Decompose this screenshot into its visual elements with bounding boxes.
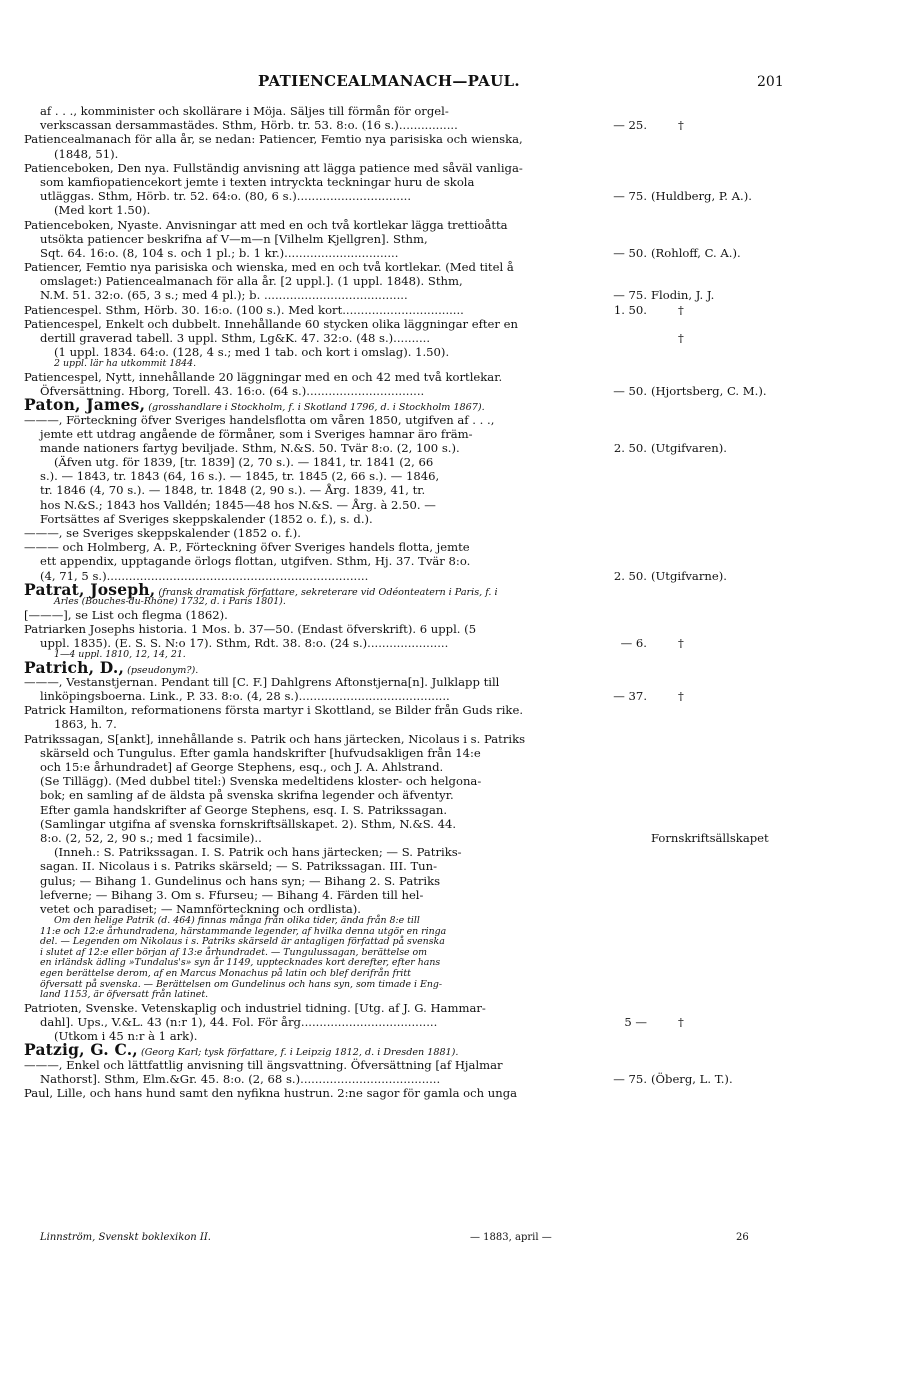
entry-line — [24, 498, 904, 512]
entry-text: (Samlingar utgifna af svenska fornskriftsällskapet. 2). Sthm, N.&S. 44. — [40, 816, 457, 831]
entry-text: lefverne; — Bihang 3. Om s. Ffurseu; — Bihang 4. Färden till hel- — [40, 887, 424, 902]
entry-text: 1863, h. 7. — [54, 717, 117, 732]
entry-text: ———, Förteckning öfver Sveriges handelsflotta om våren 1850, utgifven af . . ., — [24, 412, 495, 427]
entry-line — [24, 1001, 904, 1015]
entry-line — [24, 218, 904, 232]
entry-line — [24, 512, 904, 526]
entry-text: uppl. 1835). (E. S. S. N:o 17). Sthm, Rdt. 38. 8:o. (24 s.)...................... — [40, 635, 449, 650]
entry-text: (Med kort 1.50). — [54, 203, 151, 218]
entry-line — [24, 689, 904, 703]
price: — 6. — [620, 635, 647, 650]
author-name: Patrat, Joseph, — [24, 579, 156, 599]
entry-line — [24, 746, 904, 760]
entry — [24, 317, 904, 370]
entry-text: sagan. II. Nicolaus i s. Patriks skärseld; — S. Patrikssagan. III. Tun- — [40, 859, 438, 874]
author-note: (pseudonym?). — [124, 664, 199, 676]
price: 2. 50. — [613, 440, 647, 455]
entry-text: 2 uppl. lär ha utkommit 1844. — [54, 358, 197, 370]
entry-line — [24, 345, 904, 359]
entry-line — [24, 1015, 904, 1029]
entry — [24, 1040, 904, 1100]
entry-text: Patrioten, Svenske. Vetenskaplig och industriel tidning. [Utg. af J. G. Hammar- — [24, 1000, 486, 1015]
entry-line — [24, 132, 904, 146]
entry-text: Om den helige Patrik (d. 464) finnas många från olika tider, ända från 8:e till — [54, 915, 420, 927]
publisher: (Hjortsberg, C. M.). — [651, 384, 767, 399]
entry-text: (Äfven utg. för 1839, [tr. 1839] (2, 70 s.). — 1841, tr. 1841 (2, 66 — [54, 455, 434, 470]
price: — 50. — [613, 384, 647, 399]
entry-line — [24, 246, 904, 260]
entry-text: skärseld och Tungulus. Efter gamla handskrifter [hufvudsakligen från 14:e — [40, 745, 481, 760]
entry-text: vetet och paradiset; — Namnförteckning och ordlista). — [40, 901, 361, 916]
entry-text: öfversatt på svenska. — Berättelsen om Gundelinus och hans syn, som timade i Eng- — [40, 978, 443, 990]
entry-line — [24, 657, 904, 677]
publisher: (Utgifvaren). — [651, 440, 727, 455]
footer-date: — 1883, april — — [470, 1232, 552, 1243]
entry-line — [24, 427, 904, 441]
entry-line — [24, 413, 904, 427]
entry-line — [24, 788, 904, 802]
entry-text: bok; en samling af de äldsta på svenska skrifna legender och äfventyr. — [40, 788, 454, 803]
entry-text: Patienceboken, Nyaste. Anvisningar att med en och två kortlekar lägga trettioåtta — [24, 217, 508, 232]
publisher: (Rohloff, C. A.). — [651, 245, 741, 260]
entry — [24, 303, 904, 317]
entry-text: Öfversättning. Hborg, Torell. 43. 16:o. (64 s.)................................ — [40, 384, 425, 399]
entry — [24, 395, 904, 583]
entry-text: Patrick Hamilton, reformationens första martyr i Skottland, se Bilder från Guds rike. — [24, 703, 524, 718]
entry-text: land 1153, är öfversatt från latinet. — [40, 989, 209, 1001]
entry-line — [24, 888, 904, 902]
entry-line — [24, 161, 904, 175]
entry-text: N.M. 51. 32:o. (65, 3 s.; med 4 pl.); b. ....................................... — [40, 288, 408, 303]
publisher: (Huldberg, P. A.). — [651, 189, 752, 204]
entry-text: Patiencespel, Enkelt och dubbelt. Innehållande 60 stycken olika läggningar efter en — [24, 316, 518, 331]
entry-text: i slutet af 12:e eller början af 13:e århundradet. — Tungulussagan, berättelse om — [40, 946, 428, 958]
entry-line — [24, 760, 904, 774]
entry-text: ——— och Holmberg, A. P., Förteckning öfver Sveriges handels flotta, jemte — [24, 540, 470, 555]
author-name: Patzig, G. C., — [24, 1040, 138, 1060]
entry-line — [24, 803, 904, 817]
entry-text: Arles (Bouches-du-Rhône) 1732, d. i Paris 1801). — [54, 595, 286, 607]
entry-line — [24, 469, 904, 483]
entry-line — [24, 650, 904, 661]
entry-text: dahl]. Ups., V.&L. 43 (n:r 1), 44. Fol. För årg..................................... — [40, 1015, 438, 1030]
entry-line — [24, 260, 904, 274]
entry-text: ett appendix, upptagande örlogs flottan, utgifven. Sthm, Hj. 37. Tvär 8:o. — [40, 554, 471, 569]
entry-text: Patiencer, Femtio nya parisiska och wienska, med en och två kortlekar. (Med titel å — [24, 260, 514, 275]
author-note: (fransk dramatisk författare, sekreterare vid Odéonteatern i Paris, f. i — [155, 586, 498, 598]
entry-line — [24, 303, 904, 317]
entry — [24, 218, 904, 261]
price: 1. 50. — [613, 302, 647, 317]
entry-text: Nathorst]. Sthm, Elm.&Gr. 45. 8:o. (2, 68 s.)...................................... — [40, 1071, 441, 1086]
entry-line — [24, 232, 904, 246]
entry-text: och 15:e århundradet] af George Stephens, esq., och J. A. Ahlstrand. — [40, 760, 444, 775]
entry-line — [24, 554, 904, 568]
entry-line — [24, 990, 904, 1001]
entry-line — [24, 1086, 904, 1100]
entry — [24, 579, 904, 622]
entry-text: (1848, 51). — [54, 146, 119, 161]
entry-line — [24, 579, 904, 599]
entry-line — [24, 597, 904, 608]
entry-line — [24, 703, 904, 717]
entry-text: s.). — 1843, tr. 1843 (64, 16 s.). — 1845, tr. 1845 (2, 66 s.). — 1846, — [40, 469, 440, 484]
entry-text: Patrikssagan, S[ankt], innehållande s. Patrik och hans järtecken, Nicolaus i s. Patriks — [24, 731, 526, 746]
entry — [24, 132, 904, 160]
author-note: (grosshandlare i Stockholm, f. i Skotland 1796, d. i Stockholm 1867). — [145, 402, 485, 414]
entry-text: 1—4 uppl. 1810, 12, 14, 21. — [54, 649, 186, 661]
entry-text: Paul, Lille, och hans hund samt den nyfikna hustrun. 2:ne sagor för gamla och unga — [24, 1085, 518, 1100]
entry-line — [24, 569, 904, 583]
entry-line — [24, 608, 904, 622]
entry — [24, 657, 904, 704]
entry-line — [24, 370, 904, 384]
entry-line — [24, 175, 904, 189]
entry-line — [24, 189, 904, 203]
entry-line — [24, 317, 904, 331]
entry-line — [24, 395, 904, 415]
entry-text: Sqt. 64. 16:o. (8, 104 s. och 1 pl.; b. 1 kr.)............................... — [40, 245, 399, 260]
entry — [24, 260, 904, 303]
publisher: † — [678, 1015, 684, 1030]
entry-text: en irländsk ädling »Tundalus's» syn år 1149, upptecknades kort derefter, efter hans — [40, 957, 441, 969]
entry-line — [24, 622, 904, 636]
entry-line — [24, 331, 904, 345]
publisher: † — [678, 635, 684, 650]
entry — [24, 104, 904, 132]
publisher: † — [678, 118, 684, 133]
entry-text: dertill graverad tabell. 3 uppl. Sthm, Lg&K. 47. 32:o. (48 s.).......... — [40, 331, 431, 345]
entry-line — [24, 845, 904, 859]
price: — 37. — [613, 689, 647, 704]
publisher: (Utgifvarne). — [651, 568, 727, 583]
footer-source: Linnström, Svenskt boklexikon II. — [40, 1232, 211, 1243]
page-number: 201 — [757, 74, 784, 90]
publisher: † — [678, 689, 684, 704]
entry-text: af . . ., komminister och skollärare i Möja. Säljes till förmån för orgel- — [40, 104, 449, 118]
entry-line — [24, 831, 904, 845]
entry-text: Patiencespel. Sthm, Hörb. 30. 16:o. (100 s.). Med kort................................. — [24, 302, 464, 317]
entry-list — [24, 104, 904, 1100]
price: — 75. — [613, 189, 647, 204]
entry-line — [24, 1058, 904, 1072]
entry-line — [24, 732, 904, 746]
entry-text: tr. 1846 (4, 70 s.). — 1848, tr. 1848 (2, 90 s.). — Årg. 1839, 41, tr. — [40, 483, 426, 498]
entry-line — [24, 118, 904, 132]
entry-line — [24, 526, 904, 540]
entry-text: mande nationers fartyg beviljade. Sthm, N.&S. 50. Tvär 8:o. (2, 100 s.). — [40, 440, 460, 455]
entry-text: Patriarken Josephs historia. 1 Mos. b. 37—50. (Endast öfverskrift). 6 uppl. (5 — [24, 621, 477, 636]
entry-text: 11:e och 12:e århundradena, härstammande legender, af hvilka denna utgör en ringa — [40, 925, 447, 937]
author-note: (Georg Karl; tysk författare, f. i Leipzig 1812, d. i Dresden 1881). — [137, 1047, 459, 1059]
price: 5 — — [624, 1015, 647, 1030]
entry-text: gulus; — Bihang 1. Gundelinus och hans syn; — Bihang 2. S. Patriks — [40, 873, 441, 888]
entry — [24, 703, 904, 731]
entry — [24, 1001, 904, 1044]
entry-text: ———, Enkel och lättfattlig anvisning till ängsvattning. Öfversättning [af Hjalmar — [24, 1057, 503, 1072]
entry-text: (4, 71, 5 s.)....................................................................... — [40, 568, 369, 583]
entry-text: (Utkom i 45 n:r à 1 ark). — [54, 1029, 198, 1044]
entry — [24, 370, 904, 398]
entry-text: (Inneh.: S. Patrikssagan. I. S. Patrik och hans järtecken; — S. Patriks- — [54, 845, 462, 860]
entry-line — [24, 359, 904, 370]
entry-line — [24, 104, 904, 118]
entry-text: som kamfiopatiencekort jemte i texten intryckta teckningar huru de skola — [40, 174, 475, 189]
entry-text: ———, se Sveriges skeppskalender (1852 o. f.). — [24, 526, 301, 541]
entry-line — [24, 1072, 904, 1086]
entry-text: Patiencealmanach för alla år, se nedan: Patiencer, Femtio nya parisiska och wienska, — [24, 132, 523, 147]
price: — 50. — [613, 245, 647, 260]
entry-text: egen berättelse derom, af en Marcus Monachus på latin och blef derifrån fritt — [40, 968, 411, 980]
entry-text: Patiencespel, Nytt, innehållande 20 läggningar med en och 42 med två kortlekar. — [24, 369, 503, 384]
entry-text: del. — Legenden om Nikolaus i s. Patriks skärseld är antagligen författad på svenska — [40, 936, 445, 948]
entry-text: utsökta patiencer beskrifna af V—m—n [Vilhelm Kjellgren]. Sthm, — [40, 231, 428, 246]
entry-text: linköpingsboerna. Link., P. 33. 8:o. (4, 28 s.)......................................... — [40, 689, 450, 704]
footer-signature: 26 — [736, 1232, 749, 1243]
entry-line — [24, 675, 904, 689]
entry-line — [24, 288, 904, 302]
entry-text: (1 uppl. 1834. 64:o. (128, 4 s.; med 1 tab. och kort i omslag). 1.50). — [54, 345, 450, 360]
entry-line — [24, 274, 904, 288]
publisher: Flodin, J. J. — [651, 288, 715, 303]
publisher: † — [678, 302, 684, 317]
entry-text: [———], se List och flegma (1862). — [24, 607, 228, 622]
entry-text: ———, Vestanstjernan. Pendant till [C. F.] Dahlgrens Aftonstjerna[n]. Julklapp till — [24, 674, 500, 689]
entry-line — [24, 859, 904, 873]
entry-text: Patienceboken, Den nya. Fullständig anvisning att lägga patience med såväl vanliga- — [24, 160, 523, 175]
entry-line — [24, 874, 904, 888]
entry-line — [24, 384, 904, 398]
author-name: Paton, James, — [24, 395, 146, 415]
entry-text: utläggas. Sthm, Hörb. tr. 52. 64:o. (80, 6 s.)............................... — [40, 189, 412, 204]
entry-line — [24, 483, 904, 497]
entry-text: Fortsättes af Sveriges skeppskalender (1852 o. f.), s. d.). — [40, 511, 373, 526]
author-name: Patrich, D., — [24, 657, 125, 677]
entry-text: Efter gamla handskrifter af George Stephens, esq. I. S. Patrikssagan. — [40, 802, 448, 817]
publisher: Fornskriftsällskapet — [651, 830, 769, 845]
entry-line — [24, 817, 904, 831]
publisher: † — [678, 331, 684, 345]
entry-line — [24, 1029, 904, 1043]
entry-line — [24, 1040, 904, 1060]
price: — 25. — [613, 118, 647, 133]
entry-line — [24, 540, 904, 554]
entry-text: omslaget:) Patiencealmanach för alla år. [2 uppl.]. (1 uppl. 1848). Sthm, — [40, 274, 463, 289]
page-title: PATIENCEALMANACH—PAUL. — [258, 72, 520, 90]
entry-line — [24, 147, 904, 161]
entry-text: (Se Tillägg). (Med dubbel titel:) Svenska medeltidens kloster- och helgona- — [40, 774, 482, 789]
price: 2. 50. — [613, 568, 647, 583]
entry — [24, 622, 904, 661]
publisher: (Öberg, L. T.). — [651, 1071, 733, 1086]
entry-text: 8:o. (2, 52, 2, 90 s.; med 1 facsimile).. — [40, 830, 262, 845]
price: — 75. — [613, 288, 647, 303]
entry-line — [24, 203, 904, 217]
entry-line — [24, 774, 904, 788]
price: — 75. — [613, 1071, 647, 1086]
entry-line — [24, 455, 904, 469]
entry-text: hos N.&S.; 1843 hos Valldén; 1845—48 hos N.&S. — Årg. à 2.50. — — [40, 497, 436, 512]
entry-text: verkscassan dersammastädes. Sthm, Hörb. tr. 53. 8:o. (16 s.)................ — [40, 118, 458, 133]
entry-text: jemte ett utdrag angående de förmåner, som i Sveriges hamnar äro främ- — [40, 426, 473, 441]
entry-line — [24, 717, 904, 731]
entry-line — [24, 636, 904, 650]
entry-line — [24, 902, 904, 916]
entry — [24, 732, 904, 1001]
entry — [24, 161, 904, 218]
entry-line — [24, 441, 904, 455]
